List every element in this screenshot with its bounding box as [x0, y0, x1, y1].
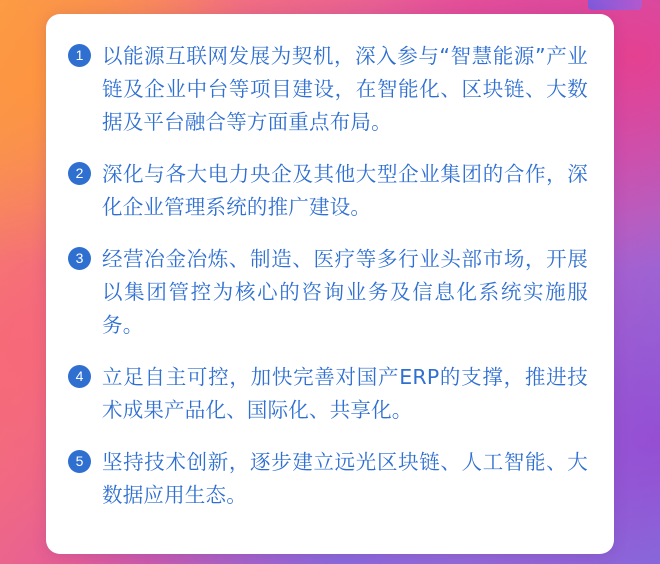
list-item	[68, 158, 588, 224]
list-item-number-badge: 2	[68, 162, 91, 185]
list-item-number-badge: 1	[68, 44, 91, 67]
list-item	[68, 40, 588, 139]
content-card	[46, 14, 614, 554]
list-item	[68, 361, 588, 427]
list-item-number-badge: 4	[68, 365, 91, 388]
list-item-number-badge: 3	[68, 247, 91, 270]
list-item-text: 坚持技术创新，逐步建立远光区块链、人工智能、大数据应用生态。	[102, 450, 588, 507]
list-item-text: 深化与各大电力央企及其他大型企业集团的合作，深化企业管理系统的推广建设。	[102, 162, 588, 219]
list-item-text: 经营冶金冶炼、制造、医疗等多行业头部市场，开展以集团管控为核心的咨询业务及信息化系统实施服务。	[102, 247, 588, 337]
list-item-text: 以能源互联网发展为契机，深入参与“智慧能源”产业链及企业中台等项目建设，在智能化、区块链、大数据及平台融合等方面重点布局。	[102, 44, 588, 134]
list-item-text: 立足自主可控，加快完善对国产ERP的支撑，推进技术成果产品化、国际化、共享化。	[102, 365, 588, 422]
corner-accent-bar	[588, 0, 642, 10]
list-item	[68, 243, 588, 342]
list-item-number-badge: 5	[68, 450, 91, 473]
list-item	[68, 446, 588, 512]
